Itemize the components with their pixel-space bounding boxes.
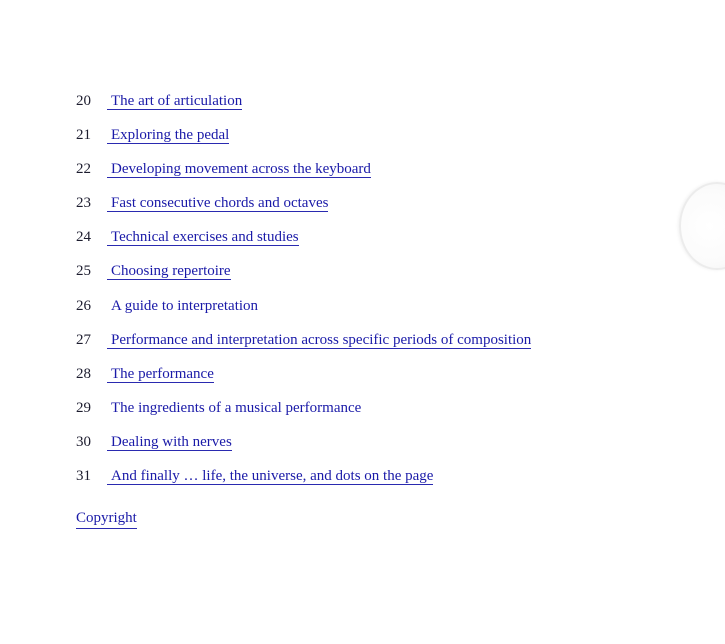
chapter-link[interactable]: Exploring the pedal [107, 127, 229, 144]
toc-entry-22 [76, 159, 531, 193]
toc-entry-26 [76, 296, 531, 330]
chapter-link[interactable]: Technical exercises and studies [107, 229, 299, 246]
page-turn-handle[interactable] [679, 182, 725, 270]
chapter-number: 25 [76, 263, 91, 280]
toc-entry-25 [76, 261, 531, 295]
chapter-link[interactable]: A guide to interpretation [111, 297, 259, 314]
chapter-link[interactable]: Fast consecutive chords and octaves [107, 195, 328, 212]
chapter-link[interactable]: And finally … life, the universe, and dots on the page [107, 468, 433, 485]
toc-entry-24 [76, 227, 531, 261]
chapter-link[interactable]: The art of articulation [107, 93, 242, 110]
chapter-number: 24 [76, 229, 91, 246]
toc-entry-23 [76, 193, 531, 227]
chapter-link[interactable]: The ingredients of a musical performance [111, 399, 362, 416]
chapter-link[interactable]: Dealing with nerves [107, 434, 232, 451]
chapter-number: 21 [76, 127, 91, 144]
chapter-link[interactable]: Choosing repertoire [107, 263, 231, 280]
chapter-number: 28 [76, 365, 91, 382]
toc-entry-20 [76, 91, 531, 125]
chapter-number: 30 [76, 433, 91, 450]
toc-entry-21 [76, 125, 531, 159]
chapter-number: 23 [76, 195, 91, 212]
chapter-number: 29 [76, 399, 91, 416]
chapter-number: 27 [76, 331, 91, 348]
chapter-number: 20 [76, 93, 91, 109]
toc-entry-28 [76, 364, 531, 398]
toc-entry-30 [76, 432, 531, 466]
copyright-link[interactable]: Copyright [76, 508, 137, 529]
chapter-link[interactable]: Performance and interpretation across specific periods of composition [107, 332, 531, 349]
chapter-number: 31 [76, 468, 91, 485]
toc-entry-27 [76, 330, 531, 364]
toc-entry-29 [76, 398, 531, 432]
table-of-contents [76, 91, 531, 500]
toc-entry-31 [76, 466, 531, 500]
chapter-link[interactable]: Developing movement across the keyboard [107, 161, 371, 178]
chapter-number: 22 [76, 161, 91, 178]
chapter-number: 26 [76, 297, 91, 314]
chapter-link[interactable]: The performance [107, 366, 214, 383]
